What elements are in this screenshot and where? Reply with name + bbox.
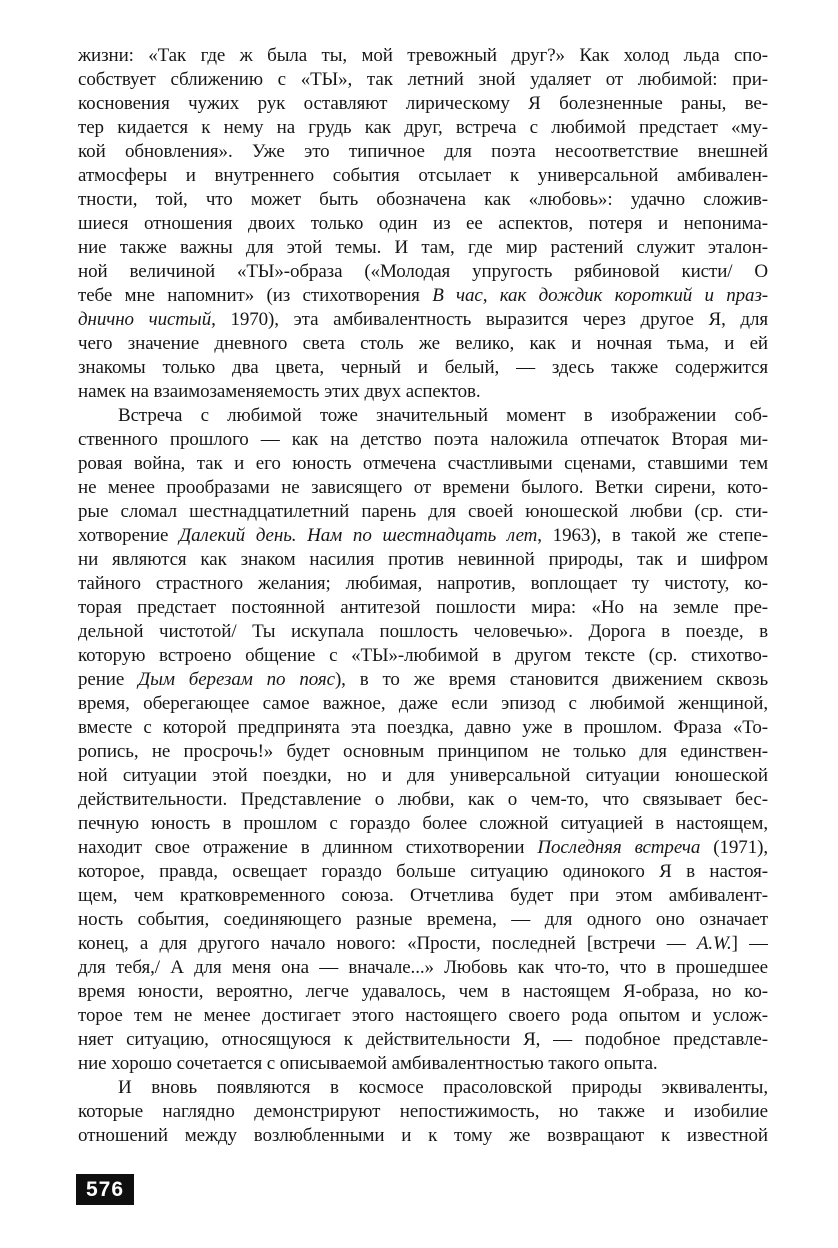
paragraph — [78, 1076, 768, 1148]
text-segment: ровая война, так и его юность отмечена счастливыми сценами, ставшими тем — [78, 453, 768, 474]
text-segment: ние хорошо сочетается с описываемой амбивалентностью такого опыта. — [78, 1053, 658, 1074]
text-segment: (1971), — [700, 837, 768, 858]
text-line — [78, 140, 768, 164]
text-line — [78, 548, 768, 572]
text-line — [78, 44, 768, 68]
text-line — [78, 572, 768, 596]
text-line — [78, 1028, 768, 1052]
text-line — [78, 908, 768, 932]
text-line — [78, 116, 768, 140]
text-segment: шиеся отношения двоих только один из ее аспектов, потеря и непонима- — [78, 213, 768, 234]
text-line — [78, 668, 768, 692]
text-line — [78, 860, 768, 884]
text-line — [78, 308, 768, 332]
text-segment: ной величиной «ТЫ»-образа («Молодая упругость рябиновой кисти/ О — [78, 261, 768, 282]
text-segment: конец, а для другого начало нового: «Прости, последней [встречи — — [78, 933, 697, 954]
text-segment: ной ситуации этой поездки, но и для универсальной ситуации юношеской — [78, 765, 768, 786]
text-line — [78, 980, 768, 1004]
text-line — [78, 1004, 768, 1028]
text-line — [78, 404, 768, 428]
text-line — [78, 836, 768, 860]
text-segment: Далекий день. Нам по шестнадцать лет — [179, 525, 538, 546]
text-segment: , 1970), эта амбивалентность выразится через другое Я, для — [211, 309, 768, 330]
text-segment: Последняя встреча — [537, 837, 701, 858]
text-line — [78, 764, 768, 788]
text-line — [78, 428, 768, 452]
text-line — [78, 380, 768, 404]
page-number-badge: 576 — [76, 1174, 134, 1205]
text-line — [78, 332, 768, 356]
text-segment: щем, чем кратковременного союза. Отчетлива будет при этом амбивалент- — [78, 885, 768, 906]
text-segment: ственного прошлого — как на детство поэта наложила отпечаток Вторая ми- — [78, 429, 768, 450]
text-segment: намек на взаимозаменяемость этих двух аспектов. — [78, 381, 481, 402]
text-line — [78, 356, 768, 380]
text-segment: для тебя,/ А для меня она — вначале...» Любовь как что-то, что в прошедшее — [78, 957, 768, 978]
text-line — [78, 92, 768, 116]
text-segment: отношений между возлюбленными и к тому же возвращают к известной — [78, 1125, 768, 1146]
text-line — [78, 1124, 768, 1148]
text-line — [78, 1076, 768, 1100]
text-segment: ность события, соединяющего разные времена, — для одного оно означает — [78, 909, 768, 930]
text-segment: Встреча с любимой тоже значительный момент в изображении соб- — [118, 405, 768, 426]
text-line — [78, 452, 768, 476]
text-line — [78, 740, 768, 764]
text-segment: знакомы только два цвета, черный и белый, — здесь также содержится — [78, 357, 768, 378]
text-segment: жизни: «Так где ж была ты, мой тревожный друг?» Как холод льда спо- — [78, 45, 768, 66]
text-segment: тайного страстного желания; любимая, напротив, воплощает ту чистоту, ко- — [78, 573, 768, 594]
text-segment: ), в то же время становится движением сквозь — [334, 669, 768, 690]
text-line — [78, 164, 768, 188]
text-segment: время юности, вероятно, легче удавалось, чем в настоящем Я-образа, но ко- — [78, 981, 768, 1002]
text-segment: торая предстает постоянной антитезой пошлости мира: «Но на земле пре- — [78, 597, 768, 618]
text-segment: которое, правда, освещает гораздо больше ситуацию одинокого Я в настоя- — [78, 861, 768, 882]
text-segment: рение — [78, 669, 139, 690]
text-segment: Дым березам по пояс — [138, 669, 335, 690]
text-segment: няет ситуацию, относящуюся к действительности Я, — подобное представле- — [78, 1029, 768, 1050]
text-segment: дельной чистотой/ Ты искупала пошлость человечью». Дорога в поезде, в — [78, 621, 768, 642]
text-segment: тебе мне напомнит» (из стихотворения — [78, 285, 433, 306]
text-line — [78, 236, 768, 260]
text-line — [78, 932, 768, 956]
text-line — [78, 620, 768, 644]
text-segment: торое тем не менее достигает этого настоящего своего рода опытом и услож- — [78, 1005, 768, 1026]
paragraph — [78, 404, 768, 1076]
text-segment: A.W. — [696, 933, 732, 954]
text-segment: рые сломал шестнадцатилетний парень для своей юношеской любви (ср. сти- — [78, 501, 768, 522]
text-segment: печную юность в прошлом с гораздо более сложной ситуацией в настоящем, — [78, 813, 768, 834]
text-segment: хотворение — [78, 525, 180, 546]
text-segment: тер кидается к нему на грудь как друг, встреча с любимой предстает «му- — [78, 117, 768, 138]
text-line — [78, 476, 768, 500]
text-segment: которые наглядно демонстрируют непостижимость, но также и изобилие — [78, 1101, 768, 1122]
text-line — [78, 644, 768, 668]
text-line — [78, 212, 768, 236]
text-segment: вместе с которой предпринята эта поездка, давно уже в прошлом. Фраза «То- — [78, 717, 768, 738]
text-segment: атмосферы и внутреннего события отсылает к универсальной амбивален- — [78, 165, 768, 186]
text-line — [78, 188, 768, 212]
text-line — [78, 812, 768, 836]
text-segment: чего значение дневного света столь же велико, как и ночная тьма, и ей — [78, 333, 768, 354]
text-segment: которую встроено общение с «ТЫ»-любимой в другом тексте (ср. стихотво- — [78, 645, 768, 666]
text-block — [78, 44, 768, 1148]
text-segment: тности, той, что может быть обозначена как «любовь»: удачно сложив- — [78, 189, 768, 210]
text-segment: ропись, не просрочь!» будет основным принципом не только для единствен- — [78, 741, 768, 762]
text-segment: днично чистый — [78, 309, 212, 330]
text-line — [78, 788, 768, 812]
text-line — [78, 284, 768, 308]
text-line — [78, 1100, 768, 1124]
text-segment: косновения чужих рук оставляют лирическому Я болезненные раны, ве- — [78, 93, 768, 114]
text-segment: В час, как дождик короткий и праз- — [432, 285, 768, 306]
text-segment: время, оберегающее самое важное, даже если эпизод с любимой женщиной, — [78, 693, 768, 714]
text-line — [78, 68, 768, 92]
text-line — [78, 692, 768, 716]
text-line — [78, 260, 768, 284]
text-line — [78, 884, 768, 908]
text-line — [78, 596, 768, 620]
text-line — [78, 500, 768, 524]
text-line — [78, 956, 768, 980]
text-segment: кой обновления». Уже это типичное для поэта несоответствие внешней — [78, 141, 768, 162]
text-segment: , 1963), в такой же степе- — [537, 525, 768, 546]
text-segment: собствует сближению с «ТЫ», так летний зной удаляет от любимой: при- — [78, 69, 768, 90]
text-line — [78, 1052, 768, 1076]
paragraph — [78, 44, 768, 404]
text-segment: ние также важны для этой темы. И там, где мир растений служит эталон- — [78, 237, 768, 258]
text-segment: действительности. Представление о любви, как о чем-то, что связывает бес- — [78, 789, 768, 810]
text-segment: И вновь появляются в космосе прасоловской природы эквиваленты, — [118, 1077, 768, 1098]
text-segment: не менее прообразами не зависящего от времени былого. Ветки сирени, кото- — [78, 477, 768, 498]
text-segment: ни являются как знаком насилия против невинной природы, так и шифром — [78, 549, 768, 570]
text-segment: ] — — [731, 933, 768, 954]
text-line — [78, 524, 768, 548]
text-segment: находит свое отражение в длинном стихотворении — [78, 837, 538, 858]
text-line — [78, 716, 768, 740]
